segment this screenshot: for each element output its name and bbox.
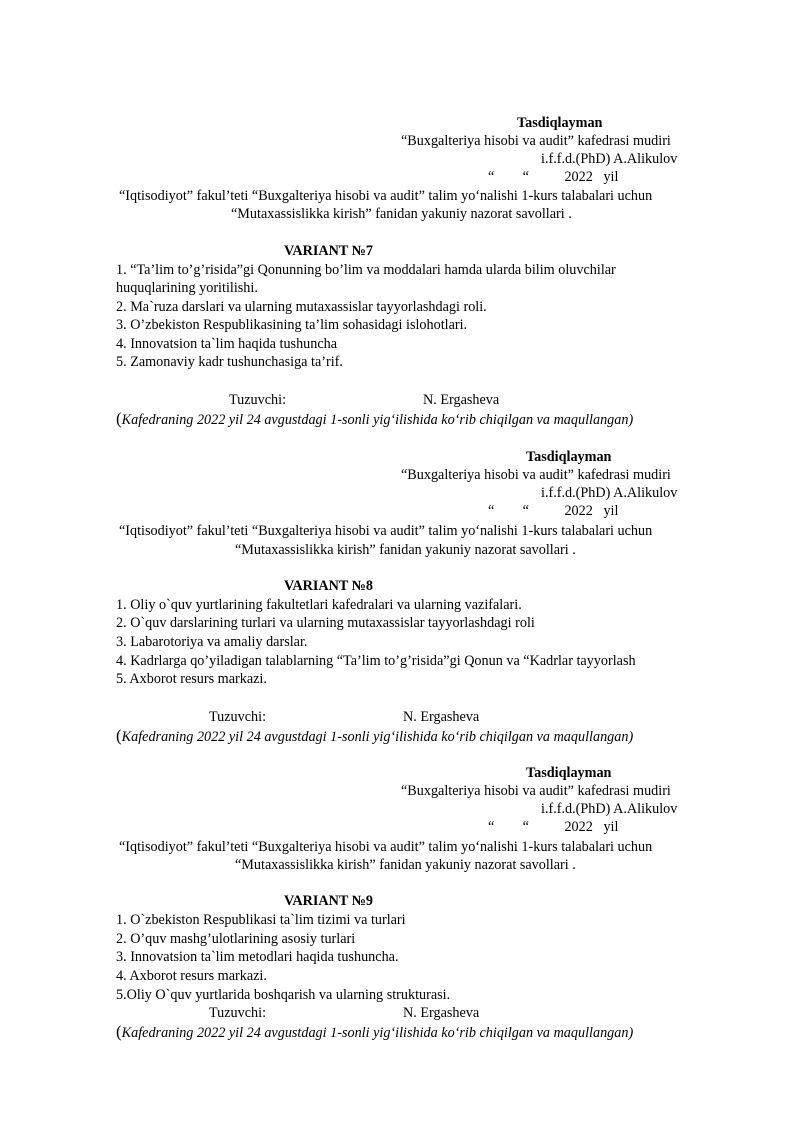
composer-label: Tuzuvchi: — [209, 709, 267, 725]
composer-label: Tuzuvchi: — [229, 392, 287, 408]
approval-note-text: Kafedraning 2022 yil 24 avgustdagi 1-sonli yig‘ilishida ko‘rib chiqilgan va maqullangan) — [121, 729, 634, 745]
exam-heading-line2: “Mutaxassislikka kirish” fanidan yakuniy nazorat savollari . — [235, 857, 576, 873]
exam-heading-line1: “Iqtisodiyot” fakul’teti “Buxgalteriya hisobi va audit” talim yo‘nalishi 1-kurs talabalari uchun — [119, 188, 653, 204]
exam-heading-line1: “Iqtisodiyot” fakul’teti “Buxgalteriya hisobi va audit” talim yo‘nalishi 1-kurs talabalari uchun — [119, 523, 653, 539]
approval-note: (Kafedraning 2022 yil 24 avgustdagi 1-sonli yig‘ilishida ko‘rib chiqilgan va maqullangan) — [116, 409, 634, 428]
approval-title: Tasdiqlayman — [526, 449, 612, 465]
approval-note: (Kafedraning 2022 yil 24 avgustdagi 1-sonli yig‘ilishida ko‘rib chiqilgan va maqullangan) — [116, 726, 634, 745]
approval-head: i.f.f.d.(PhD) A.Alikulov — [541, 801, 678, 817]
question-line: 2. O`quv darslarining turlari va ularning mutaxassislar tayyorlashdagi roli — [116, 615, 535, 631]
approval-date: “ “ 2022 yil — [488, 169, 619, 185]
exam-heading-line2: “Mutaxassislikka kirish” fanidan yakuniy nazorat savollari . — [235, 542, 576, 558]
question-line: 1. “Ta’lim to’g’risida”gi Qonunning bo’lim va moddalari hamda ularda bilim oluvchilar — [116, 262, 616, 278]
exam-heading-line2: “Mutaxassislikka kirish” fanidan yakuniy nazorat savollari . — [231, 206, 572, 222]
question-line: 4. Axborot resurs markazi. — [116, 968, 267, 984]
question-line: 2. Ma`ruza darslari va ularning mutaxassislar tayyorlashdagi roli. — [116, 299, 487, 315]
approval-department: “Buxgalteriya hisobi va audit” kafedrasi mudiri — [401, 783, 671, 799]
approval-note-text: Kafedraning 2022 yil 24 avgustdagi 1-sonli yig‘ilishida ko‘rib chiqilgan va maqullangan) — [121, 1025, 634, 1041]
question-line: 3. Labarotoriya va amaliy darslar. — [116, 634, 308, 650]
approval-date: “ “ 2022 yil — [488, 503, 619, 519]
question-line: 5. Axborot resurs markazi. — [116, 671, 267, 687]
variant-title: VARIANT №9 — [284, 893, 374, 909]
composer-name: N. Ergasheva — [423, 392, 500, 408]
question-line: 3. Innovatsion ta`lim metodlari haqida tushuncha. — [116, 949, 399, 965]
composer-label: Tuzuvchi: — [209, 1005, 267, 1021]
question-line: 5.Oliy O`quv yurtlarida boshqarish va ularning strukturasi. — [116, 987, 451, 1003]
question-line: 1. Oliy o`quv yurtlarining fakultetlari kafedralari va ularning vazifalari. — [116, 597, 522, 613]
composer-name: N. Ergasheva — [403, 1005, 480, 1021]
question-line: huquqlarining yoritilishi. — [116, 280, 258, 296]
approval-department: “Buxgalteriya hisobi va audit” kafedrasi mudiri — [401, 133, 671, 149]
approval-note: (Kafedraning 2022 yil 24 avgustdagi 1-sonli yig‘ilishida ko‘rib chiqilgan va maqullangan) — [116, 1022, 634, 1041]
exam-heading-line1: “Iqtisodiyot” fakul’teti “Buxgalteriya hisobi va audit” talim yo‘nalishi 1-kurs talabalari uchun — [119, 839, 653, 855]
approval-head: i.f.f.d.(PhD) A.Alikulov — [541, 151, 678, 167]
question-line: 1. O`zbekiston Respublikasi ta`lim tizimi va turlari — [116, 912, 406, 928]
approval-title: Tasdiqlayman — [526, 765, 612, 781]
question-line: 2. O’quv mashg’ulotlarining asosiy turlari — [116, 931, 356, 947]
composer-name: N. Ergasheva — [403, 709, 480, 725]
variant-title: VARIANT №7 — [284, 243, 374, 259]
approval-title: Tasdiqlayman — [517, 115, 603, 131]
approval-department: “Buxgalteriya hisobi va audit” kafedrasi mudiri — [401, 467, 671, 483]
approval-note-text: Kafedraning 2022 yil 24 avgustdagi 1-sonli yig‘ilishida ko‘rib chiqilgan va maqullangan) — [121, 412, 634, 428]
question-line: 4. Kadrlarga qo’yiladigan talablarning “Ta’lim to’g’risida”gi Qonun va “Kadrlar tayyorlash — [116, 653, 636, 669]
question-line: 3. O’zbekiston Respublikasining ta’lim sohasidagi islohotlari. — [116, 317, 468, 333]
approval-date: “ “ 2022 yil — [488, 819, 619, 835]
approval-head: i.f.f.d.(PhD) A.Alikulov — [541, 485, 678, 501]
question-line: 4. Innovatsion ta`lim haqida tushuncha — [116, 336, 338, 352]
question-line: 5. Zamonaviy kadr tushunchasiga ta’rif. — [116, 354, 343, 370]
variant-title: VARIANT №8 — [284, 578, 374, 594]
